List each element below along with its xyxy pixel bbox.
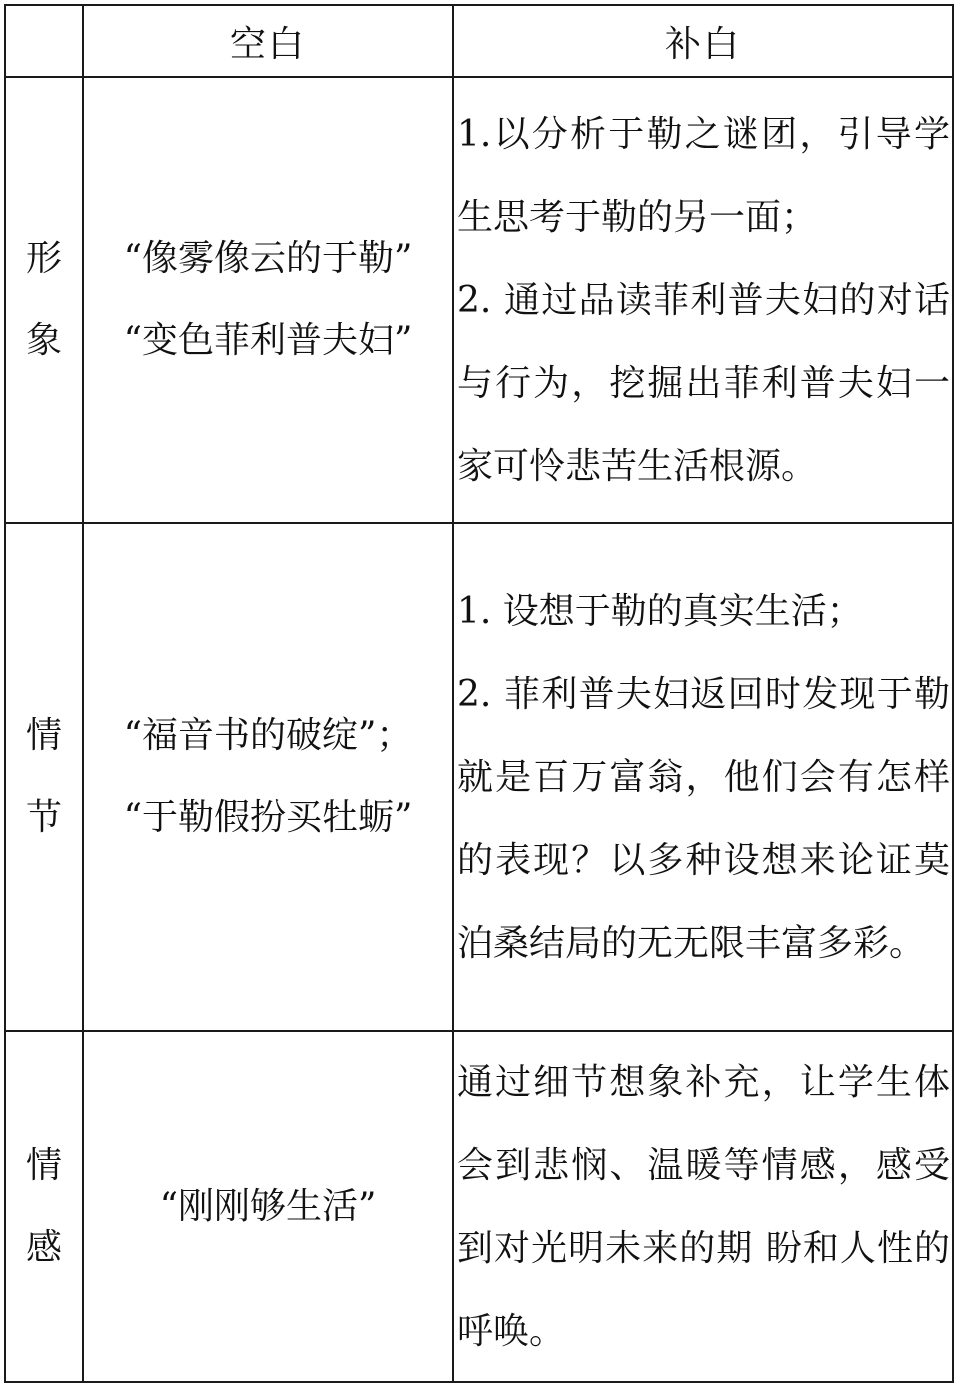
category-char: 情 — [25, 1144, 62, 1186]
fill-cell — [453, 523, 953, 1031]
category-char: 节 — [25, 797, 62, 838]
table-row — [5, 77, 953, 523]
fill-cell — [453, 77, 953, 523]
category-cell — [5, 523, 83, 1031]
blank-item: “刚刚够生活” — [159, 1185, 377, 1227]
category-char: 形 — [25, 238, 62, 279]
content-table — [4, 4, 954, 1383]
category-char: 情 — [25, 715, 62, 756]
fill-item: 2. 菲利普夫妇返回时发现于勒就是百万富翁，他们会有怎样的表现？以多种设想来论证莫泊桑结局的无无限丰富多彩。 — [457, 673, 950, 964]
blank-cell — [83, 1031, 453, 1382]
table-row — [5, 523, 953, 1031]
blank-cell — [83, 523, 453, 1031]
category-char: 象 — [25, 320, 62, 361]
blank-column-header: 空白 — [83, 5, 453, 77]
fill-item: 2. 通过品读菲利普夫妇的对话与行为，挖掘出菲利普夫妇一家可怜悲苦生活根源。 — [457, 279, 950, 487]
blank-item: “福音书的破绽”； — [123, 715, 413, 756]
fill-item: 通过细节想象补充，让学生体会到悲悯、温暖等情感，感受到对光明未来的期 盼和人性的呼唤。 — [457, 1061, 950, 1352]
fill-item: 1.以分析于勒之谜团，引导学生思考于勒的另一面； — [457, 113, 950, 238]
blank-item: “变色菲利普夫妇” — [123, 320, 413, 361]
fill-column-header: 补白 — [453, 5, 953, 77]
header-row — [5, 5, 953, 77]
corner-cell — [5, 5, 83, 77]
fill-cell — [453, 1031, 953, 1382]
fill-item: 1. 设想于勒的真实生活； — [457, 590, 863, 632]
blank-item: “于勒假扮买牡蛎” — [123, 797, 413, 838]
table-row — [5, 1031, 953, 1382]
category-char: 感 — [25, 1226, 62, 1268]
category-cell — [5, 77, 83, 523]
blank-item: “像雾像云的于勒” — [123, 238, 413, 279]
blank-cell — [83, 77, 453, 523]
category-cell — [5, 1031, 83, 1382]
